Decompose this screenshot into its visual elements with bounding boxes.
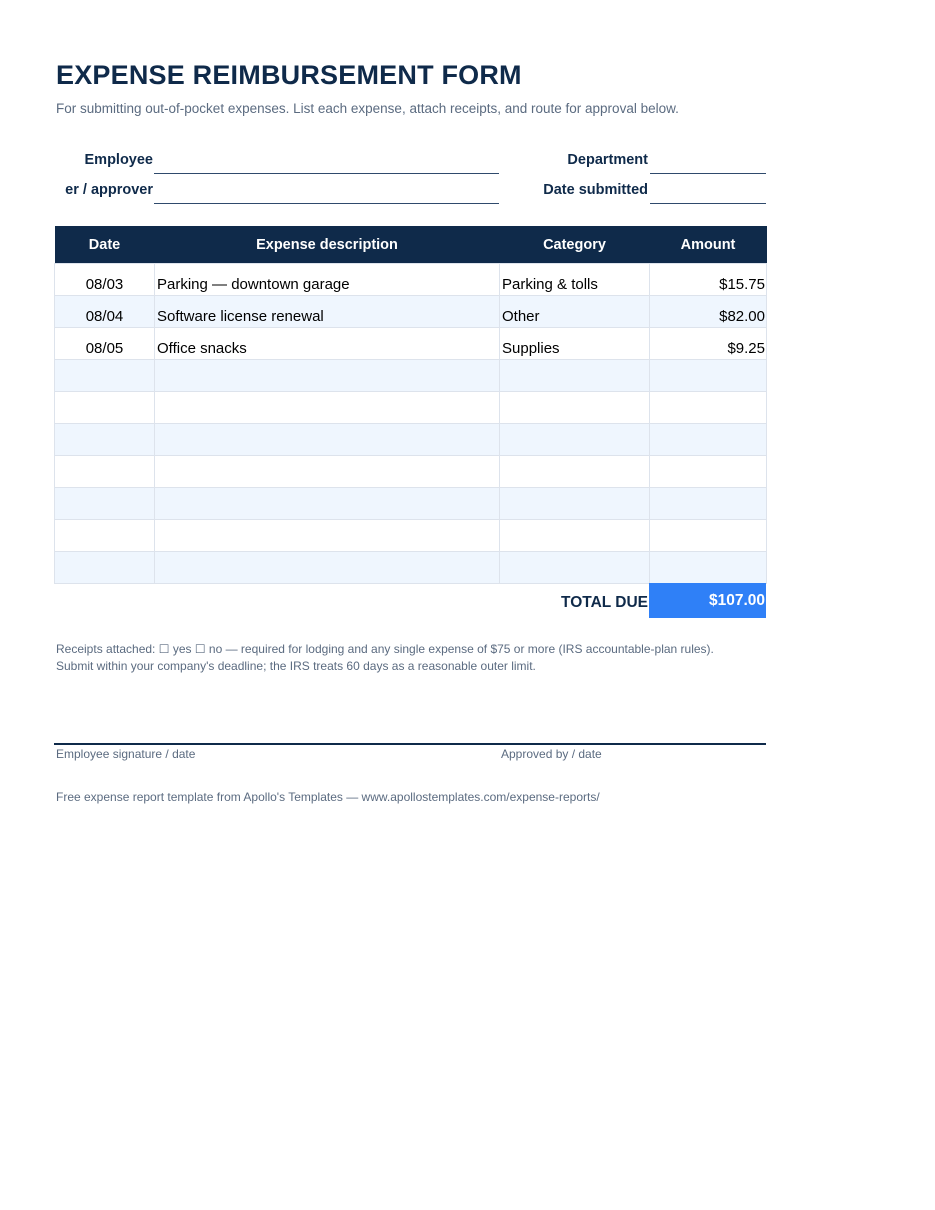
column-header-amount: Amount bbox=[650, 226, 767, 264]
amount-cell[interactable] bbox=[650, 360, 767, 392]
description-cell[interactable] bbox=[155, 424, 500, 456]
category-cell[interactable] bbox=[500, 392, 650, 424]
description-cell[interactable] bbox=[155, 488, 500, 520]
department-field[interactable] bbox=[650, 156, 766, 174]
date-cell[interactable] bbox=[55, 360, 155, 392]
table-row bbox=[55, 296, 767, 328]
date-cell[interactable] bbox=[55, 552, 155, 584]
date-cell[interactable]: 08/04 bbox=[55, 296, 155, 328]
amount-cell[interactable]: $82.00 bbox=[650, 296, 767, 328]
description-cell[interactable] bbox=[155, 520, 500, 552]
employee-signature-label: Employee signature / date bbox=[56, 747, 196, 761]
date-cell[interactable] bbox=[55, 488, 155, 520]
date-cell[interactable] bbox=[55, 456, 155, 488]
approver-field[interactable] bbox=[154, 186, 499, 204]
date-cell[interactable] bbox=[55, 520, 155, 552]
approver-label: er / approver bbox=[65, 182, 153, 198]
table-row bbox=[55, 264, 767, 296]
amount-cell[interactable] bbox=[650, 456, 767, 488]
form-title: EXPENSE REIMBURSEMENT FORM bbox=[56, 60, 522, 90]
deadline-note: Submit within your company's deadline; the IRS treats 60 days as a reasonable outer limit. bbox=[56, 659, 536, 673]
table-header-row bbox=[55, 226, 767, 264]
category-cell[interactable] bbox=[500, 360, 650, 392]
table-row bbox=[55, 520, 767, 552]
date-submitted-field[interactable] bbox=[650, 186, 766, 204]
amount-cell[interactable] bbox=[650, 424, 767, 456]
signature-line bbox=[54, 743, 766, 745]
table-row bbox=[55, 456, 767, 488]
category-cell[interactable]: Other bbox=[500, 296, 650, 328]
description-cell[interactable] bbox=[155, 392, 500, 424]
table-row bbox=[55, 392, 767, 424]
footer-credit: Free expense report template from Apollo's Templates — www.apollostemplates.com/expense-reports/ bbox=[56, 790, 600, 804]
amount-cell[interactable] bbox=[650, 520, 767, 552]
approver-signature-label: Approved by / date bbox=[501, 747, 602, 761]
employee-field[interactable] bbox=[154, 156, 499, 174]
column-header-description: Expense description bbox=[155, 226, 500, 264]
receipts-note: Receipts attached: ☐ yes ☐ no — required for lodging and any single expense of $75 or more (IRS accountable-plan rules). bbox=[56, 642, 714, 656]
amount-cell[interactable] bbox=[650, 488, 767, 520]
category-cell[interactable] bbox=[500, 424, 650, 456]
employee-label: Employee bbox=[84, 152, 153, 168]
category-cell[interactable]: Supplies bbox=[500, 328, 650, 360]
table-row bbox=[55, 328, 767, 360]
table-row bbox=[55, 552, 767, 584]
amount-cell[interactable]: $9.25 bbox=[650, 328, 767, 360]
date-cell[interactable]: 08/05 bbox=[55, 328, 155, 360]
description-cell[interactable]: Office snacks bbox=[155, 328, 500, 360]
description-cell[interactable] bbox=[155, 552, 500, 584]
category-cell[interactable]: Parking & tolls bbox=[500, 264, 650, 296]
total-due-value: $107.00 bbox=[649, 583, 766, 618]
department-label: Department bbox=[567, 152, 648, 168]
date-submitted-label: Date submitted bbox=[543, 182, 648, 198]
column-header-category: Category bbox=[500, 226, 650, 264]
amount-cell[interactable] bbox=[650, 392, 767, 424]
category-cell[interactable] bbox=[500, 520, 650, 552]
column-header-date: Date bbox=[55, 226, 155, 264]
total-due-label: TOTAL DUE bbox=[561, 594, 648, 611]
amount-cell[interactable] bbox=[650, 552, 767, 584]
table-row bbox=[55, 360, 767, 392]
form-subtitle: For submitting out-of-pocket expenses. List each expense, attach receipts, and route for approval below. bbox=[56, 101, 679, 116]
date-cell[interactable] bbox=[55, 392, 155, 424]
category-cell[interactable] bbox=[500, 552, 650, 584]
category-cell[interactable] bbox=[500, 456, 650, 488]
description-cell[interactable] bbox=[155, 360, 500, 392]
date-cell[interactable] bbox=[55, 424, 155, 456]
table-row bbox=[55, 424, 767, 456]
expense-table bbox=[54, 226, 767, 584]
category-cell[interactable] bbox=[500, 488, 650, 520]
table-row bbox=[55, 488, 767, 520]
description-cell[interactable]: Software license renewal bbox=[155, 296, 500, 328]
amount-cell[interactable]: $15.75 bbox=[650, 264, 767, 296]
date-cell[interactable]: 08/03 bbox=[55, 264, 155, 296]
description-cell[interactable] bbox=[155, 456, 500, 488]
description-cell[interactable]: Parking — downtown garage bbox=[155, 264, 500, 296]
